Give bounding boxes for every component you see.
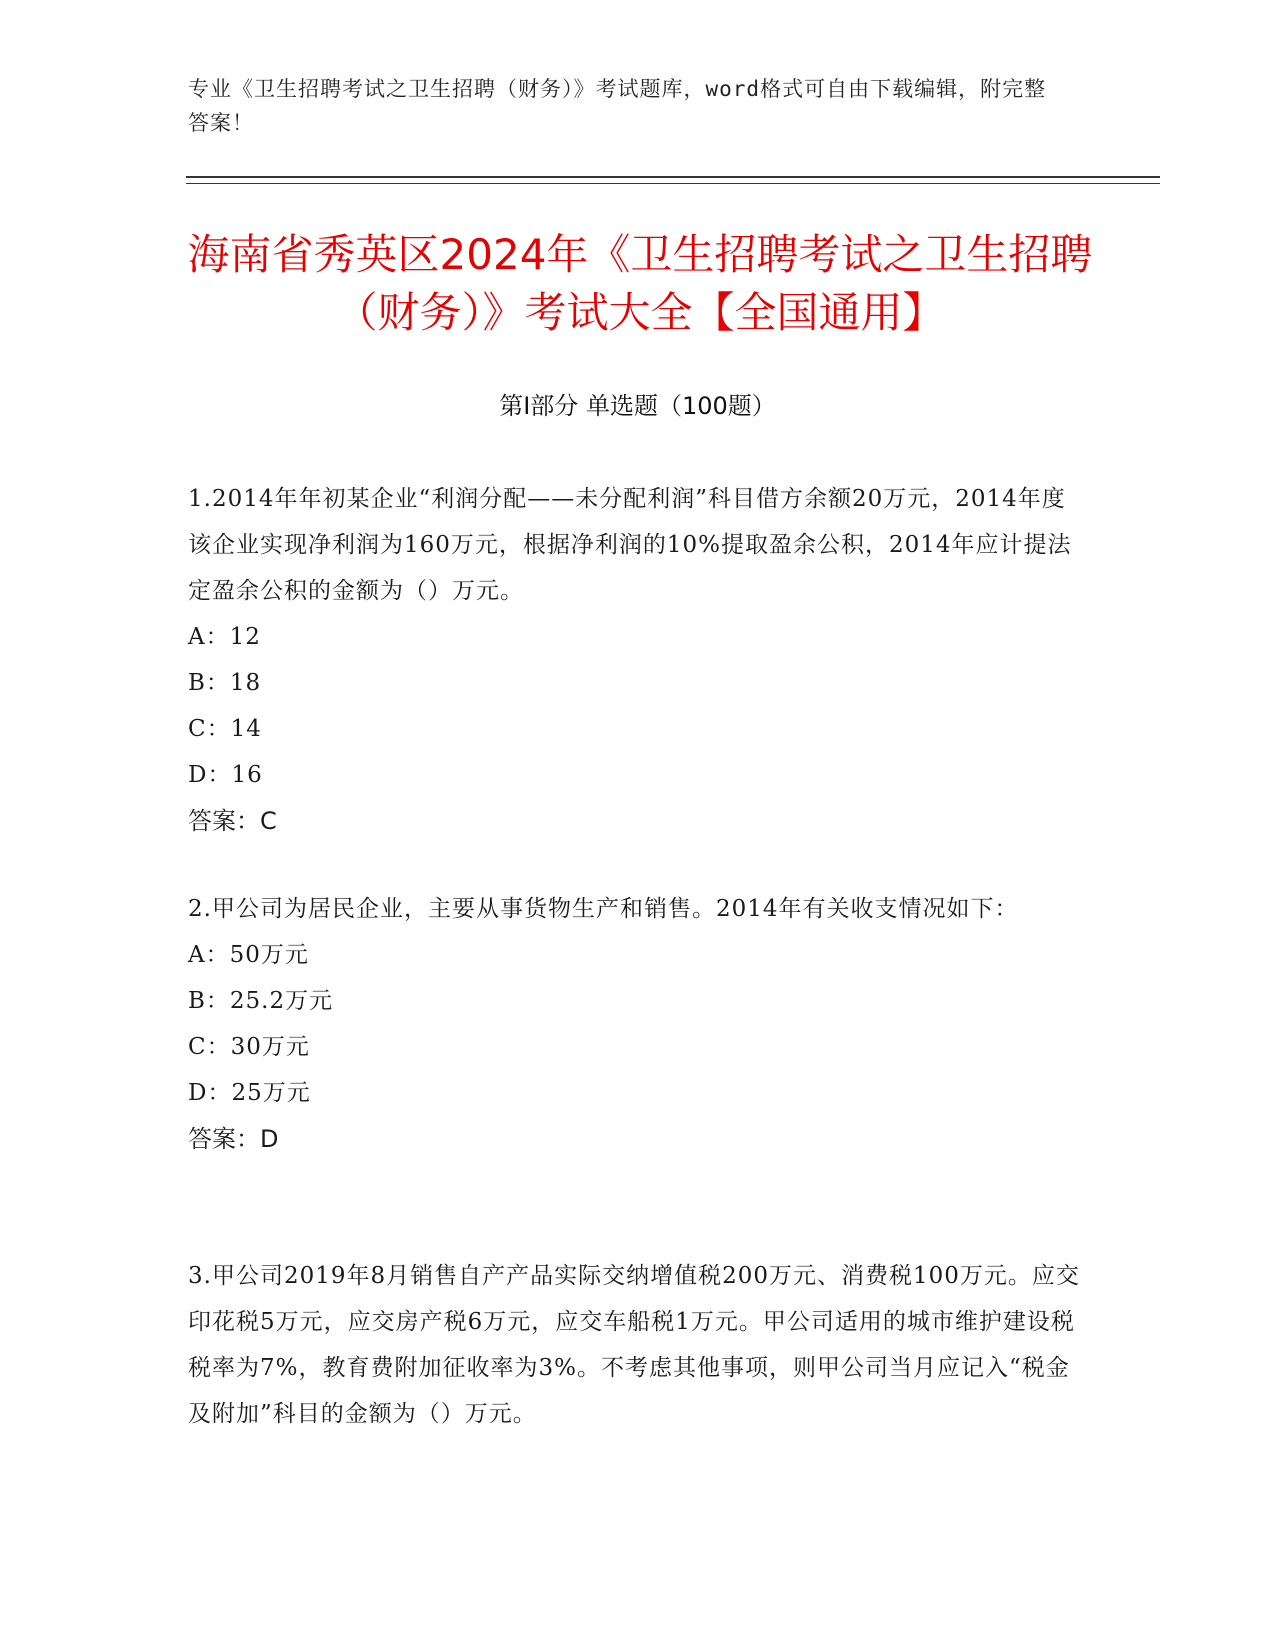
question-2 xyxy=(188,886,1088,1162)
answer: 答案：D xyxy=(188,1125,279,1153)
option-d: D：25万元 xyxy=(188,1080,311,1106)
option-a: A：50万元 xyxy=(188,942,309,968)
question-1 xyxy=(188,476,1088,844)
section-heading: 第I部分 单选题（100题） xyxy=(499,392,776,420)
question-stem: 2.甲公司为居民企业，主要从事货物生产和销售。2014年有关收支情况如下： xyxy=(188,896,1019,922)
option-c: C：30万元 xyxy=(188,1034,310,1060)
answer: 答案：C xyxy=(188,807,277,835)
option-c: C：14 xyxy=(188,716,262,742)
question-stem: 3.甲公司2019年8月销售自产产品实际交纳增值税200万元、消费税100万元。应交印花税5万元，应交房产税6万元，应交车船税1万元。甲公司适用的城市维护建设税税率为7%，教育费附加征收率为3%。不考虑其他事项，则甲公司当月应记入“税金及附加”科目的金额为（）万元。 xyxy=(188,1263,1080,1427)
question-stem: 1.2014年年初某企业“利润分配——未分配利润”科目借方余额20万元，2014年度该企业实现净利润为160万元，根据净利润的10%提取盈余公积，2014年应计提法定盈余公积的金额为（）万元。 xyxy=(188,486,1072,604)
option-b: B：18 xyxy=(188,670,262,696)
question-3 xyxy=(188,1253,1088,1437)
header-rule-thin xyxy=(186,183,1160,184)
document-title: 海南省秀英区2024年《卫生招聘考试之卫生招聘（财务）》考试大全【全国通用】 xyxy=(187,230,1093,337)
option-b: B：25.2万元 xyxy=(188,988,334,1014)
header-rule xyxy=(186,176,1160,178)
option-d: D：16 xyxy=(188,762,263,788)
option-a: A：12 xyxy=(188,624,261,650)
header-note: 专业《卫生招聘考试之卫生招聘（财务）》考试题库，word格式可自由下载编辑，附完整答案！ xyxy=(188,77,1047,135)
